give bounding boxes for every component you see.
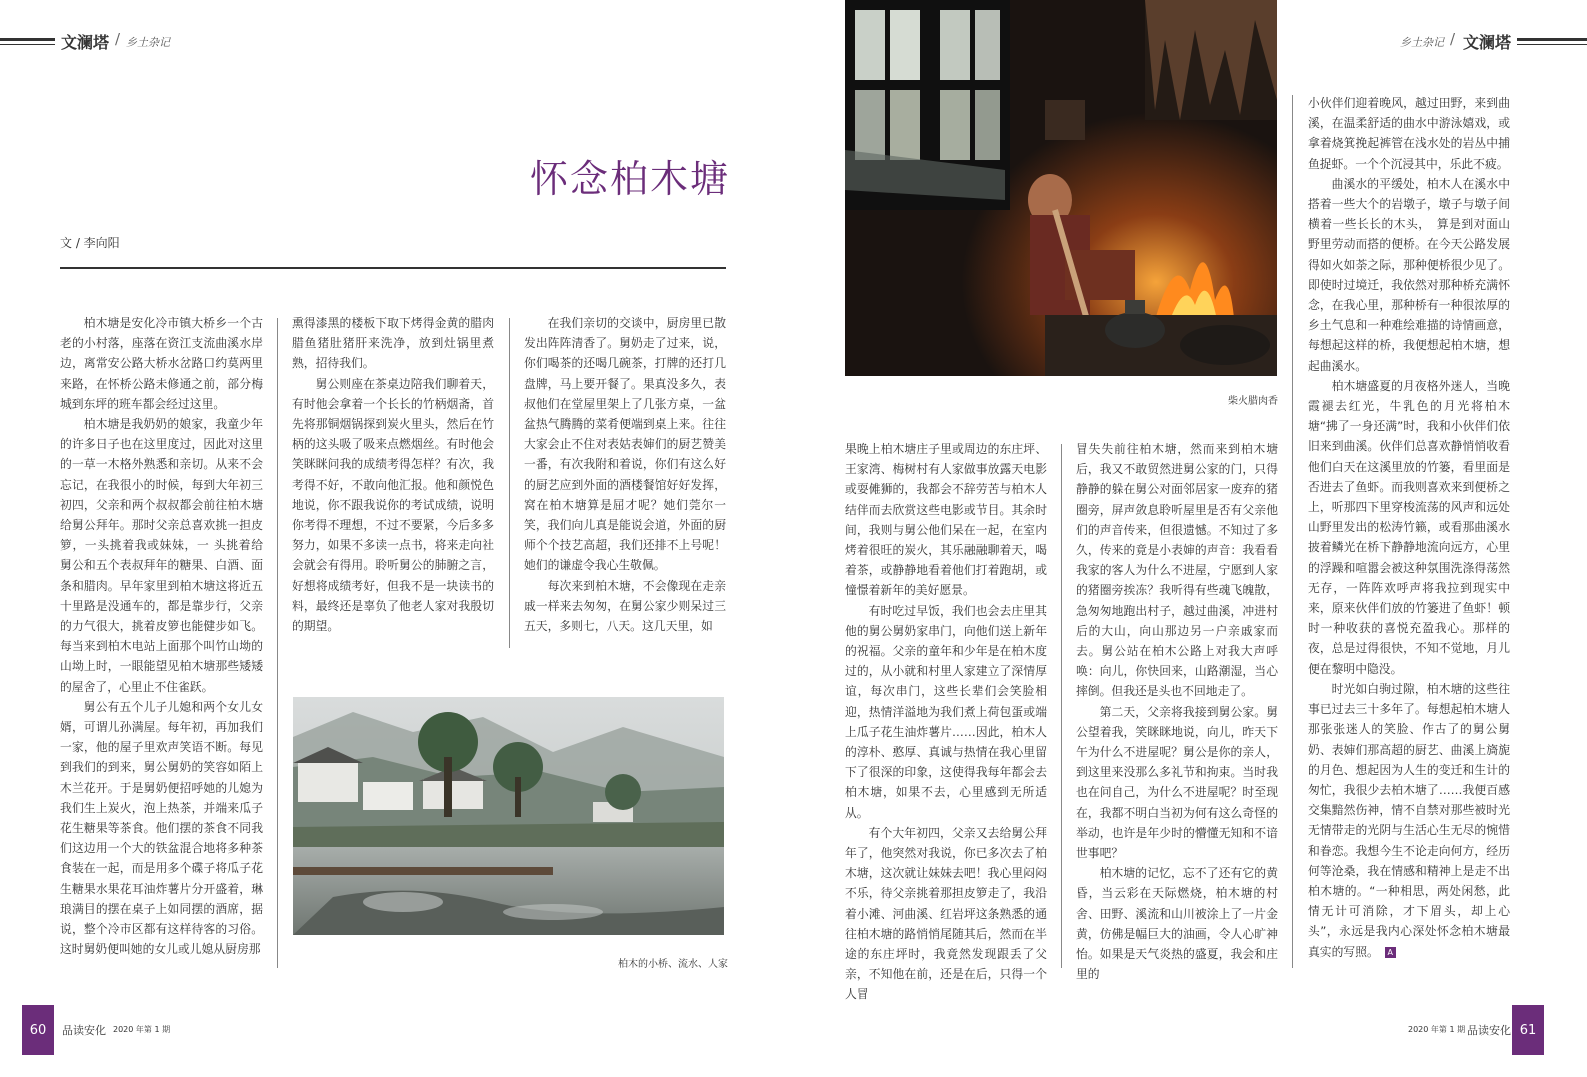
- footer-left-mag: 品读安化: [62, 1024, 106, 1037]
- column-4: [845, 439, 1047, 1002]
- paragraph: 第二天，父亲将我接到舅公家。舅公望着我，笑眯眯地说，向儿，昨天下午为什么不进屋呢？舅公是你的亲人，到这里来没那么多礼节和拘束。当时我也在问自己，为什么不进屋呢？时至现在，我都不明白当初为何有这么奇怪的举动，也许是年少时的懵懂无知和不谙世事吧？: [1076, 704, 1278, 861]
- fire-photo: [845, 0, 1277, 376]
- column-divider: [277, 318, 278, 968]
- paragraph-final: [1308, 679, 1510, 962]
- column-3: [524, 313, 726, 643]
- header-right-slash: /: [1450, 30, 1456, 48]
- footer-right-mag: 品读安化: [1467, 1024, 1511, 1037]
- paragraph: 小伙伴们迎着晚风，越过田野，来到曲溪，在温柔舒适的曲水中游泳嬉戏，或拿着烧箕挽起裤管在浅水处的岩丛中捕鱼捉虾。一个个沉浸其中，乐此不疲。: [1308, 96, 1510, 171]
- column-6: [1308, 93, 1510, 969]
- paragraph: 冒失失前往柏木塘，然而来到柏木塘后，我又不敢贸然进舅公家的门，只得静静的躲在舅公对面邻居家一废弃的猪圈旁，屏声敛息聆听屋里是否有父亲他们的声音传来，但很遗憾。不知过了多久，传来的竟是小表婶的声音：我看看我家的客人为什么不进屋，宁愿到人家的猪圈旁挨冻？我听得有些魂飞魄散，急匆匆地跑出村子，越过曲溪，冲进村后的大山，向山那边另一户亲戚家而去。舅公站在柏木公路上对我大声呼唤：向儿，你快回来，山路潮湿，当心摔倒。但我还是头也不回地走了。: [1076, 442, 1278, 699]
- footer-right-issue: 2020 年第 1 期: [1408, 1025, 1466, 1034]
- header-left-sub: 乡土杂记: [126, 36, 170, 49]
- article-title: 怀念柏木塘: [530, 157, 731, 201]
- paragraph: 舅公有五个儿子儿媳和两个女儿女婿，可谓儿孙满屋。每年初，再加我们一家，他的屋子里欢声笑语不断。每见到我们的到来，舅公舅奶的笑容如陌上木兰花开。于是舅奶便招呼她的儿媳为我们生上炭火，泡上热茶，并端来瓜子花生糖果等茶食。他们摆的茶食不同我们这边用一个大的铁盆混合地将多种茶食装在一起，而是用多个碟子将瓜子花生糖果水果花耳油炸薯片分开盛着，琳琅满目的摆在桌子上如同摆的酒席，据说，整个冷市区都有这样待客的习俗。这时舅奶便叫她的女儿或儿媳从厨房那: [60, 699, 263, 957]
- paragraph: 有时吃过早饭，我们也会去庄里其他的舅公舅奶家串门，向他们送上新年的祝福。父亲的童年和少年是在柏木度过的，从小就和村里人家建立了深情厚谊，每次串门，这些长辈们会笑脸相迎，热情洋溢地为我们煮上荷包蛋或端上瓜子花生油炸薯片……因此，柏木人的淳朴、憨厚、真诚与热情在我心里留下了很深的印象，这使得我每年都会去柏木塘，如果不去，心里感到无所适从。: [845, 603, 1047, 820]
- column-2: [292, 313, 494, 643]
- landscape-photo-svg: [293, 697, 724, 935]
- landscape-photo: [293, 697, 724, 935]
- paragraph: 熏得漆黑的楼板下取下烤得金黄的腊肉腊鱼猪肚猪肝来洗净，放到灶锅里煮熟，招待我们。: [292, 316, 494, 371]
- paragraph: 果晚上柏木塘庄子里或周边的东庄坪、王家湾、梅树村有人家做事放露天电影或耍傩狮的，我都会不辞劳苦与柏木人结伴而去欣赏这些电影或节目。其余时间，我则与舅公他们呆在一起，在室内烤着很旺的炭火，其乐融融聊着天，喝着茶，或静静地看着他们打着跑胡，或憧憬着新年的美好愿景。: [845, 442, 1047, 598]
- header-left-bar-thin: [0, 44, 55, 45]
- paragraph: 每次来到柏木塘，不会像现在走亲戚一样来去匆匆，在舅公家少则呆过三五天，多则七，八天。这几天里，如: [524, 578, 726, 634]
- paragraph-final-text: 时光如白驹过隙，柏木塘的这些往事已过去三十多年了。每想起柏木塘人那张张迷人的笑脸、作古了的舅公舅奶、表婶们那高超的厨艺、曲溪上旖旎的月色、想起因为人生的变迁和生计的匆忙，我很少去柏木塘了……我便百感交集黯然伤神，情不自禁对那些被时光无情带走的光阴与生活心生无尽的惋惜和眷恋。我想今生不论走向何方，经历何等沧桑，我在情感和精神上是走不出柏木塘的。“一种相思，两处闲愁，此情无计可消除，才下眉头，却上心头”，永远是我内心深处怀念柏木塘最真实的写照。: [1308, 681, 1510, 959]
- byline: 文 / 李向阳: [60, 236, 120, 250]
- column-divider: [1292, 95, 1293, 968]
- header-right-bar-thin: [1517, 44, 1587, 45]
- header-right-bar: [1517, 38, 1587, 41]
- page-number-left: 60: [22, 1005, 54, 1055]
- header-left-title: 文澜塔: [61, 33, 110, 52]
- fire-photo-svg: [845, 0, 1277, 376]
- paragraph: 柏木塘是安化冷市镇大桥乡一个古老的小村落，座落在资江支流曲溪水岸边，离常安公路大桥水岔路口约莫两里来路，在怀桥公路未修通之前，部分梅城到东坪的班车都会经过这里。: [60, 316, 263, 411]
- title-rule: [60, 267, 726, 269]
- paragraph: 柏木塘是我奶奶的娘家，我童少年的许多日子也在这里度过，因此对这里的一草一木格外熟悉和亲切。从来不会忘记，在我很小的时候，每到大年初三初四，父亲和两个叔叔都会前往柏木塘给舅公拜年。那时父亲总喜欢挑一担皮箩，一头挑着我或妹妹，一 头挑着给舅公和五个表叔拜年的糖果、白酒、面条和腊肉。早年家里到柏木塘这将近五十里路是没通车的，都是靠步行，父亲的力气很大，挑着皮箩也能健步如飞。每当来到柏木电站上面那个叫竹山坳的山坳上时，一眼能望见柏木塘那些矮矮的屋舍了，心里止不住雀跃。: [60, 417, 263, 694]
- column-5: [1076, 439, 1278, 982]
- end-mark-icon: A: [1385, 947, 1396, 958]
- paragraph: 有个大年初四，父亲又去给舅公拜年了，他突然对我说，你已多次去了柏木塘，这次就让妹妹去吧！我心里闷闷不乐，待父亲挑着那担皮箩走了，我沿着小滩、河曲溪、红岩坪这条熟悉的通往柏木塘的路悄悄尾随其后，然而在半途的东庄坪时，我竟然发现跟丢了父亲，不知他在前，还是在后，只得一个人冒: [845, 825, 1047, 1002]
- paragraph: 在我们亲切的交谈中，厨房里已散发出阵阵清香了。舅奶走了过来，说，你们喝茶的还喝几碗茶，打牌的还打几盘牌，马上要开餐了。果真没多久，表叔他们在堂屋里架上了几张方桌，一盆盆热气腾腾的菜肴便端到桌上来。往往大家会止不住对表姑表婶们的厨艺赞美一番，有次我附和着说，你们有这么好的厨艺应到外面的酒楼餐馆好好发挥，窝在柏木塘算是屈才呢？她们莞尔一笑，我们向儿真是能说会道，外面的厨师个个技艺高超，我们还排不上号呢！她们的谦虚令我心生敬佩。: [524, 316, 726, 573]
- footer-left-issue: 2020 年第 1 期: [113, 1025, 171, 1034]
- header-right-title: 文澜塔: [1463, 33, 1512, 52]
- column-divider: [509, 318, 510, 648]
- header-left-slash: /: [115, 30, 121, 48]
- caption-fire: 柴火腊肉香: [1228, 396, 1278, 407]
- paragraph: 曲溪水的平缓处，柏木人在溪水中搭着一些大个的岩墩子，墩子与墩子间横着一些长长的木头， 算是到对面山野里劳动而搭的便桥。在今天公路发展得如火如荼之际，那种便桥很少见了。即使时过境迁，我依然对那种桥充满怀念，在我心里，那种桥有一种很浓厚的乡土气息和一种难绘难描的诗情画意，每想起这样的桥，我便想起柏木塘，想起曲溪水。: [1308, 176, 1510, 373]
- caption-landscape: 柏木的小桥、流水、人家: [618, 959, 728, 970]
- column-1: [60, 313, 263, 973]
- paragraph: 柏木塘盛夏的月夜格外迷人，当晚霞褪去红光，牛乳色的月光将柏木塘“拂了一身还满”时，我和小伙伴们依旧来到曲溪。伙伴们总喜欢静悄悄收看他们白天在这溪里放的竹篓，看里面是否进去了鱼虾。而我则喜欢来到便桥之上，听那四下里穿梭流荡的风声和远处山野里发出的松涛竹籁，或看那曲溪水披着鳞光在桥下静静地流向远方，心里的浮躁和喧嚣会被这种氛围洗涤得荡然无存，一阵阵欢呼声将我拉到现实中来，原来伙伴们放的竹篓进了鱼虾！顿时一种收获的喜悦充盈我心。那样的夜，总是过得很快，不知不觉地，月儿便在黎明中隐没。: [1308, 378, 1510, 676]
- page-number-right: 61: [1512, 1005, 1544, 1055]
- paragraph: 柏木塘的记忆，忘不了还有它的黄昏，当云彩在天际燃烧，柏木塘的村舍、田野、溪流和山川被涂上了一片金黄，仿佛是幅巨大的油画，令人心旷神怡。如果是天气炎热的盛夏，我会和庄里的: [1076, 866, 1278, 982]
- column-divider: [1061, 444, 1062, 968]
- header-left-bar: [0, 38, 55, 41]
- paragraph: 舅公则座在茶桌边陪我们聊着天，有时他会拿着一个长长的竹柄烟斋，首先将那铜烟锅探到炭火里头，然后在竹柄的这头吸了吸来点燃烟丝。有时他会笑眯眯问我的成绩考得怎样？有次，我考得不好，不敢向他汇报。他和颜悦色地说，你不跟我说你的考试成绩，说明你考得不理想，不过不要紧，今后多多努力，如果不多读一点书，将来走向社会就会有得用。聆听舅公的肺腑之言，好想将成绩考好，但我不是一块读书的料，最终还是辜负了他老人家对我殷切的期望。: [292, 376, 494, 634]
- header-right-sub: 乡土杂记: [1400, 36, 1444, 49]
